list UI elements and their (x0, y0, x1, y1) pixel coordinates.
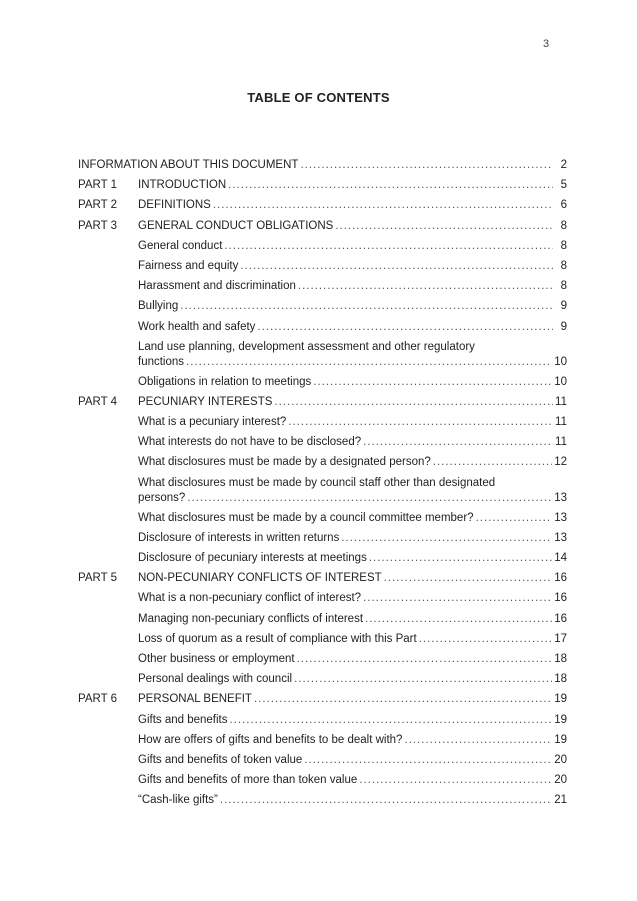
toc-entry-title: What disclosures must be made by council staff other than designated (138, 476, 496, 489)
dot-leader (359, 773, 552, 788)
dot-leader (404, 733, 552, 748)
toc-entry[interactable] (78, 395, 567, 415)
dot-leader (257, 320, 553, 335)
toc-page-number: 19 (554, 693, 567, 706)
toc-entry-title: Bullying (138, 300, 179, 313)
toc-entry-title: Personal dealings with council (138, 673, 293, 686)
dot-leader (230, 713, 553, 728)
toc-entry-title: How are offers of gifts and benefits to be dealt with? (138, 733, 403, 746)
toc-page-number: 14 (554, 552, 567, 564)
toc-page-number: 5 (560, 179, 567, 192)
toc-entry[interactable] (78, 320, 567, 340)
dot-leader (335, 219, 553, 234)
toc-page-number: 18 (554, 673, 567, 686)
dot-leader (363, 591, 552, 606)
toc-page-number: 11 (555, 395, 567, 408)
dot-leader (384, 571, 553, 586)
toc-entry[interactable] (78, 551, 567, 571)
toc-page-number: 9 (560, 320, 567, 333)
toc-entry[interactable] (78, 219, 567, 239)
page-number: 3 (543, 38, 550, 50)
toc-page-number: 8 (560, 219, 567, 232)
dot-leader (294, 672, 552, 687)
dot-leader (365, 612, 552, 627)
toc-entry-title: What is a non-pecuniary conflict of interest? (138, 592, 362, 605)
toc-page-number: 16 (554, 572, 567, 585)
toc-page-number: 10 (554, 375, 567, 388)
toc-page-number: 19 (554, 733, 567, 746)
dot-leader (180, 299, 553, 314)
dot-leader (433, 455, 552, 470)
toc-entry-title: INTRODUCTION (138, 179, 227, 192)
dot-leader (274, 395, 553, 410)
toc-entry-title: What interests do not have to be disclosed? (138, 436, 362, 449)
toc-page-number: 2 (560, 159, 567, 171)
toc-entry-title: Fairness and equity (138, 259, 239, 272)
toc-part-label: PART 2 (78, 199, 117, 212)
toc-part-label: PART 5 (78, 572, 117, 585)
dot-leader (224, 239, 553, 254)
toc-page-number: 13 (554, 531, 567, 544)
toc-entry-title-continued: persons? (138, 491, 186, 504)
dot-leader (228, 178, 553, 193)
dot-leader (300, 158, 553, 173)
toc-entry[interactable] (78, 415, 567, 435)
toc-entry-title: DEFINITIONS (138, 199, 211, 212)
toc-entry[interactable] (78, 571, 567, 591)
toc-page-number: 20 (554, 753, 567, 766)
toc-page-number: 10 (554, 355, 567, 368)
toc-entry-title: “Cash-like gifts” (138, 794, 218, 807)
dot-leader (220, 793, 552, 808)
toc-entry-title: Managing non-pecuniary conflicts of interest (138, 612, 364, 625)
toc-entry-title: Gifts and benefits (138, 713, 228, 726)
toc-entry-title: Land use planning, development assessment and other regulatory (138, 340, 475, 353)
toc-page-number: 6 (560, 199, 567, 212)
toc-entry[interactable] (78, 239, 567, 259)
toc-entry-title: Gifts and benefits of more than token value (138, 774, 358, 787)
dot-leader (240, 259, 553, 274)
toc-entry[interactable] (78, 591, 567, 611)
toc-entry[interactable] (78, 299, 567, 319)
dot-leader (341, 531, 552, 546)
dot-leader (363, 435, 553, 450)
toc-page-number: 18 (554, 652, 567, 665)
toc-entry-title: GENERAL CONDUCT OBLIGATIONS (138, 219, 334, 232)
toc-entry[interactable] (78, 713, 567, 733)
dot-leader (313, 375, 552, 390)
toc-entry-title: PECUNIARY INTERESTS (138, 395, 273, 408)
toc-page-number: 12 (554, 456, 567, 469)
dot-leader (297, 652, 553, 667)
toc-part-label: PART 6 (78, 693, 117, 706)
toc-entry-title: Loss of quorum as a result of compliance with this Part (138, 632, 417, 645)
toc-entry[interactable] (78, 476, 567, 511)
toc-page-number: 17 (554, 632, 567, 645)
toc-page-number: 16 (554, 592, 567, 605)
toc-page-number: 19 (554, 713, 567, 726)
toc-entry-title: Disclosure of pecuniary interests at meetings (138, 552, 367, 564)
toc-entry[interactable] (78, 632, 567, 652)
toc-entry[interactable] (78, 279, 567, 299)
toc-entry[interactable] (78, 198, 567, 218)
toc-entry-title: Other business or employment (138, 652, 295, 665)
toc-entry[interactable] (78, 733, 567, 753)
toc-entry[interactable] (78, 511, 567, 531)
toc-entry-title: What disclosures must be made by a council committee member? (138, 511, 474, 524)
toc-entry[interactable] (78, 375, 567, 395)
table-of-contents (78, 158, 567, 813)
toc-page-number: 9 (560, 300, 567, 313)
dot-leader (369, 551, 552, 566)
toc-part-label: PART 1 (78, 179, 117, 192)
toc-page-number: 8 (560, 239, 567, 252)
toc-page-number: 8 (560, 259, 567, 272)
toc-entry[interactable] (78, 178, 567, 198)
dot-leader (213, 198, 553, 213)
toc-entry[interactable] (78, 259, 567, 279)
dot-leader (476, 511, 553, 526)
toc-entry-title: Gifts and benefits of token value (138, 753, 303, 766)
toc-entry[interactable] (78, 652, 567, 672)
toc-entry[interactable] (78, 753, 567, 773)
dot-leader (186, 355, 552, 370)
toc-entry-title: INFORMATION ABOUT THIS DOCUMENT (78, 159, 299, 171)
dot-leader (254, 692, 552, 707)
dot-leader (298, 279, 553, 294)
toc-part-label: PART 3 (78, 219, 117, 232)
toc-page-number: 11 (555, 436, 567, 449)
toc-entry-title: Harassment and discrimination (138, 280, 296, 293)
toc-entry[interactable] (78, 435, 567, 455)
toc-entry-title: NON-PECUNIARY CONFLICTS OF INTEREST (138, 572, 382, 585)
toc-entry[interactable] (78, 455, 567, 475)
toc-entry[interactable] (78, 672, 567, 692)
dot-leader (288, 415, 553, 430)
dot-leader (304, 753, 552, 768)
toc-entry-title: Disclosure of interests in written returns (138, 531, 340, 544)
toc-entry[interactable] (78, 531, 567, 551)
toc-entry[interactable] (78, 773, 567, 793)
toc-part-label: PART 4 (78, 395, 117, 408)
toc-entry-title: What disclosures must be made by a designated person? (138, 456, 431, 469)
toc-entry-title: PERSONAL BENEFIT (138, 693, 252, 706)
toc-page-number: 11 (555, 416, 567, 429)
toc-entry[interactable] (78, 340, 567, 375)
toc-entry[interactable] (78, 158, 567, 178)
toc-entry-title: Work health and safety (138, 320, 256, 333)
toc-entry-title-continued: functions (138, 355, 185, 368)
toc-entry[interactable] (78, 793, 567, 813)
toc-page-number: 20 (554, 774, 567, 787)
toc-page-number: 13 (554, 511, 567, 524)
toc-page-number: 16 (554, 612, 567, 625)
dot-leader (187, 491, 552, 506)
toc-entry-title: Obligations in relation to meetings (138, 375, 312, 388)
page-title: TABLE OF CONTENTS (247, 90, 390, 105)
toc-entry-title: General conduct (138, 239, 223, 252)
toc-entry[interactable] (78, 612, 567, 632)
dot-leader (419, 632, 553, 647)
toc-entry-title: What is a pecuniary interest? (138, 416, 287, 429)
toc-page-number: 21 (554, 794, 567, 807)
toc-page-number: 8 (560, 280, 567, 293)
toc-entry[interactable] (78, 692, 567, 712)
toc-page-number: 13 (554, 491, 567, 504)
